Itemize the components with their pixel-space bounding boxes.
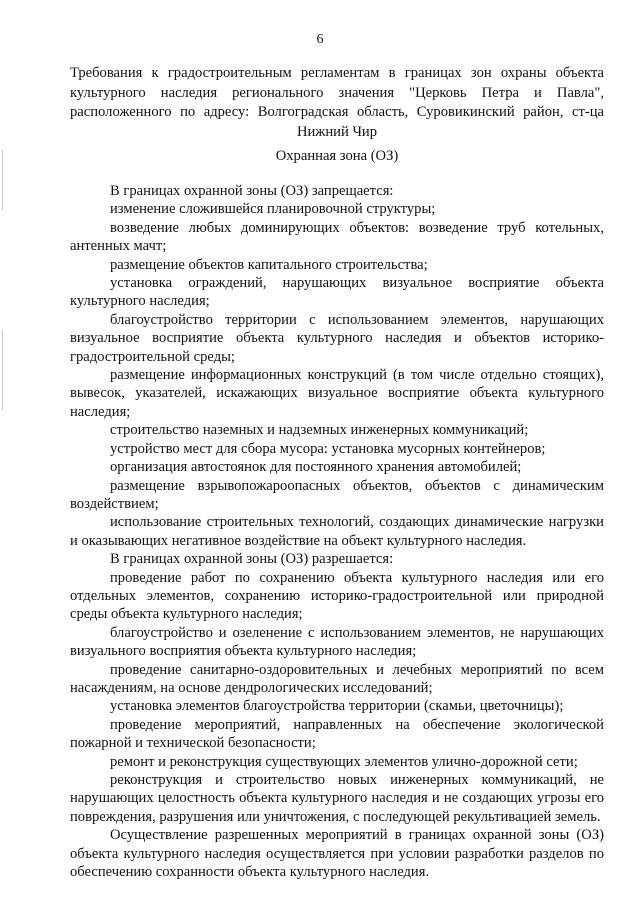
paragraph: использование строительных технологий, создающих динамические нагрузки и оказывающих негативное воздействие на объект культурного наследия. bbox=[70, 514, 604, 549]
page-number: 6 bbox=[316, 32, 324, 47]
paragraph: ремонт и реконструкция существующих элементов улично-дорожной сети; bbox=[110, 753, 578, 770]
paragraph: установка ограждений, нарушающих визуальное восприятие объекта культурного наследия; bbox=[70, 275, 604, 310]
paragraph: В границах охранной зоны (ОЗ) запрещается: bbox=[110, 183, 394, 199]
paragraph: В границах охранной зоны (ОЗ) разрешается: bbox=[110, 551, 394, 568]
paragraph: размещение информационных конструкций (в том числе отдельно стоящих), вывесок, указателей, искажающих визуальное восприятие объекта культурного наследия; bbox=[70, 367, 604, 420]
paragraph: размещение объектов капитального строительства; bbox=[110, 256, 428, 273]
body-text bbox=[70, 182, 604, 881]
paragraph: строительство наземных и надземных инженерных коммуникаций; bbox=[110, 422, 529, 439]
paragraph: проведение работ по сохранению объекта культурного наследия или его отдельных элементов, сохранению историко-градостроительной или природной среды объекта культурного наследия; bbox=[70, 569, 604, 623]
section-title: Охранная зона (ОЗ) bbox=[275, 148, 399, 164]
paragraph: Осуществление разрешенных мероприятий в границах охранной зоны (ОЗ) объекта культурного наследия осуществляется при условии разработки разделов по обеспечению сохранности объекта культурного наследия. bbox=[70, 827, 604, 881]
paragraph: организация автостоянок для постоянного хранения автомобилей; bbox=[110, 459, 522, 476]
paragraph: благоустройство территории с использованием элементов, нарушающих визуальное восприятие объекта культурного наследия и объектов историко-градостроительной среды; bbox=[70, 311, 604, 365]
document-title: Требования к градостроительным регламентам в границах зон охраны объекта культурного наследия регионального значения "Церковь Петра и Павла", расположенного по адресу: Волгоградская область, Суровикинский район, ст-ца Нижний Чир bbox=[70, 65, 604, 140]
scan-margin-mark bbox=[2, 330, 3, 410]
scan-margin-mark bbox=[2, 150, 3, 210]
paragraph: проведение санитарно-оздоровительных и лечебных мероприятий по всем насаждениям, на основе дендрологических исследований; bbox=[70, 661, 604, 696]
paragraph: возведение любых доминирующих объектов: возведение труб котельных, антенных мачт; bbox=[70, 219, 604, 255]
paragraph: установка элементов благоустройства территории (скамьи, цветочницы); bbox=[110, 698, 564, 715]
paragraph: устройство мест для сбора мусора: установка мусорных контейнеров; bbox=[110, 440, 546, 457]
paragraph: реконструкция и строительство новых инженерных коммуникаций, не нарушающих целостность объекта культурного наследия и не создающих угрозы его повреждения, разрушения или уничтожения, с последующей рекультивацией земель. bbox=[70, 772, 604, 825]
paragraph: благоустройство и озеленение с использованием элементов, не нарушающих визуального восприятия объекта культурного наследия; bbox=[70, 624, 604, 660]
paragraph: размещение взрывопожароопасных объектов, объектов с динамическим воздействием; bbox=[70, 477, 604, 512]
paragraph: изменение сложившейся планировочной структуры; bbox=[110, 201, 436, 218]
paragraph: проведение мероприятий, направленных на обеспечение экологической пожарной и технической безопасности; bbox=[70, 716, 604, 752]
